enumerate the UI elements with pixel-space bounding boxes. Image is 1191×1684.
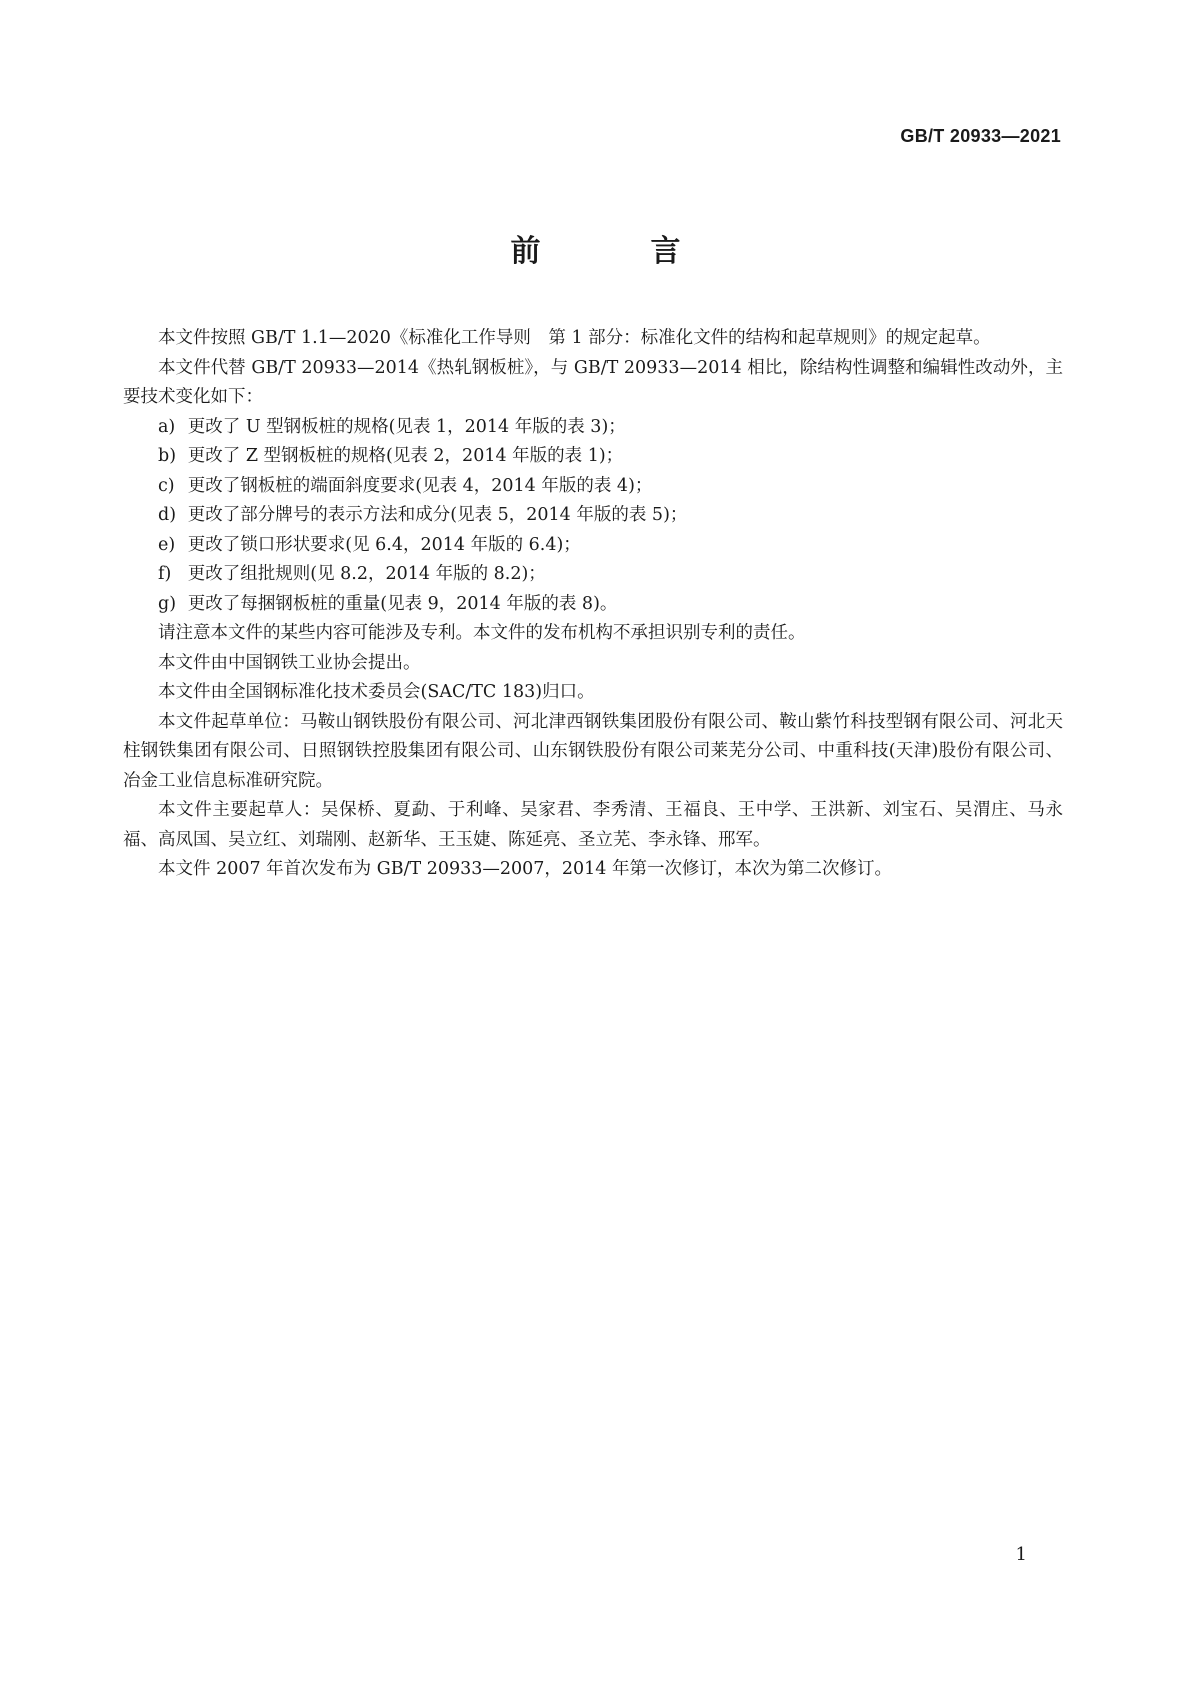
- paragraph-patent-notice: 请注意本文件的某些内容可能涉及专利。本文件的发布机构不承担识别专利的责任。: [158, 623, 806, 643]
- list-item-mark: a): [158, 416, 176, 437]
- paragraph-committee: 本文件由全国钢标准化技术委员会(SAC/TC 183)归口。: [158, 682, 595, 702]
- standard-code: GB/T 20933—2021: [900, 126, 1061, 146]
- list-item-mark: c): [158, 475, 175, 496]
- list-item: [123, 501, 1063, 531]
- technical-changes-list: [123, 413, 1063, 620]
- paragraph-proposer: 本文件由中国钢铁工业协会提出。: [158, 652, 421, 673]
- list-item-text: 更改了组批规则(见 8.2，2014 年版的 8.2)；: [187, 564, 546, 584]
- list-item-text: 更改了锁口形状要求(见 6.4，2014 年版的 6.4)；: [187, 534, 581, 555]
- list-item-mark: f): [158, 564, 172, 584]
- list-item-text: 更改了 Z 型钢板桩的规格(见表 2，2014 年版的表 1)；: [187, 446, 624, 466]
- list-item-text: 更改了每捆钢板桩的重量(见表 9，2014 年版的表 8)。: [187, 593, 618, 614]
- list-item: [123, 413, 1063, 443]
- list-item-text: 更改了部分牌号的表示方法和成分(见表 5，2014 年版的表 5)；: [187, 505, 688, 525]
- list-item-mark: b): [158, 446, 177, 466]
- paragraph-history: 本文件 2007 年首次发布为 GB/T 20933—2007，2014 年第一次修订，本次为第二次修订。: [158, 859, 892, 879]
- paragraph-drafters: 本文件主要起草人：吴保桥、夏勐、于利峰、吴家君、李秀清、王福良、王中学、王洪新、刘宝石、吴渭庄、马永福、高凤国、吴立红、刘瑞刚、赵新华、王玉婕、陈延亮、圣立芜、李永锋、邢军。: [123, 800, 1063, 850]
- list-item: [123, 442, 1063, 472]
- list-item-text: 更改了 U 型钢板桩的规格(见表 1，2014 年版的表 3)；: [187, 416, 626, 437]
- paragraph-drafting-rules: 本文件按照 GB/T 1.1—2020《标准化工作导则 第 1 部分：标准化文件的结构和起草规则》的规定起草。: [158, 328, 991, 348]
- list-item: [123, 590, 1063, 620]
- list-item-mark: d): [158, 505, 177, 525]
- list-item: [123, 472, 1063, 502]
- list-item: [123, 560, 1063, 590]
- preface-body: [123, 324, 1063, 885]
- list-item-text: 更改了钢板桩的端面斜度要求(见表 4，2014 年版的表 4)；: [187, 475, 653, 496]
- list-item-mark: e): [158, 534, 176, 555]
- list-item-mark: g): [158, 593, 177, 614]
- page-title: 前 言: [510, 234, 721, 269]
- page-number: 1: [1015, 1544, 1027, 1565]
- list-item: [123, 531, 1063, 561]
- paragraph-drafting-units: 本文件起草单位：马鞍山钢铁股份有限公司、河北津西钢铁集团股份有限公司、鞍山紫竹科技型钢有限公司、河北天柱钢铁集团有限公司、日照钢铁控股集团有限公司、山东钢铁股份有限公司莱芜分公司、中重科技(天津)股份有限公司、冶金工业信息标准研究院。: [123, 711, 1063, 791]
- paragraph-replacement: 本文件代替 GB/T 20933—2014《热轧钢板桩》，与 GB/T 20933—2014 相比，除结构性调整和编辑性改动外，主要技术变化如下：: [123, 357, 1063, 407]
